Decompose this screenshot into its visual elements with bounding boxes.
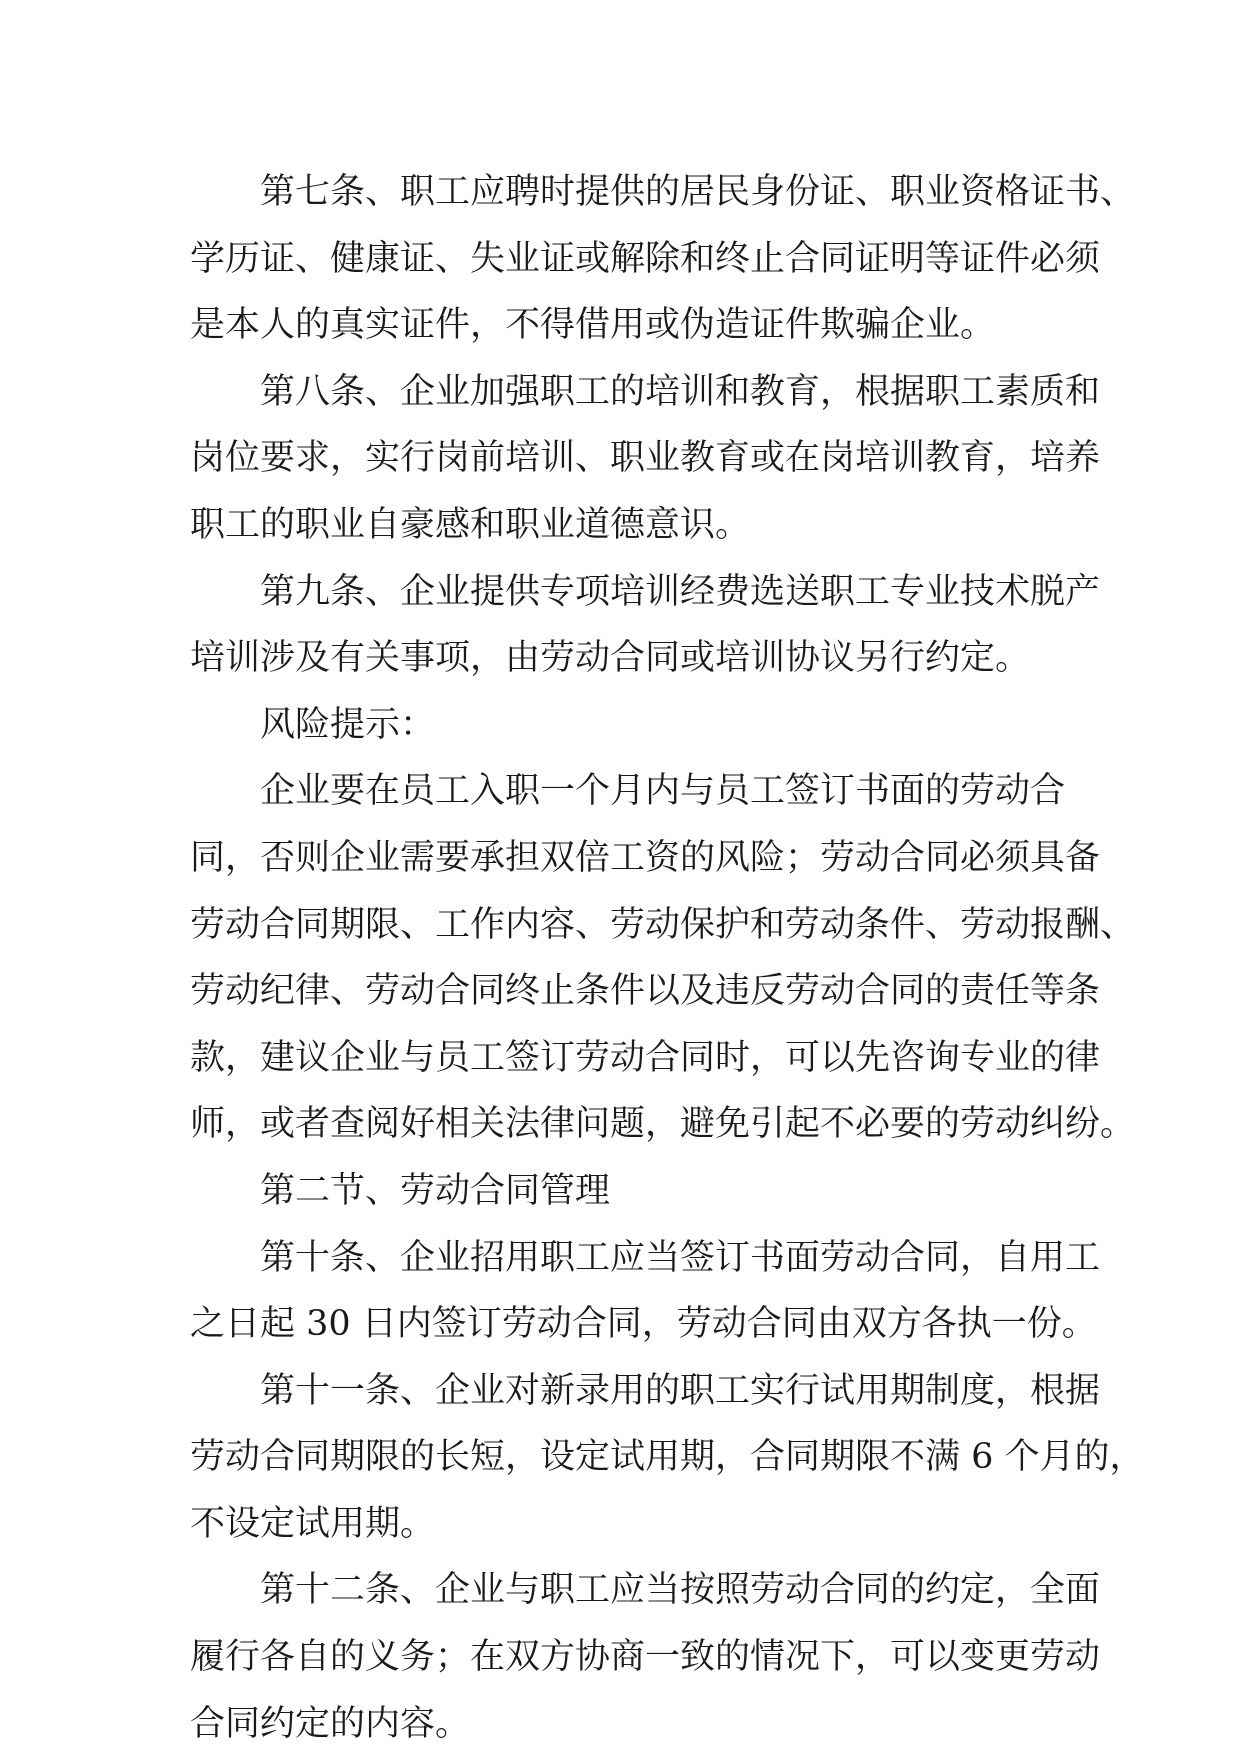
section-label: 风险提示：: [260, 704, 436, 745]
text-line: 职工的职业自豪感和职业道德意识。: [190, 504, 751, 545]
text-line: 第十一条、企业对新录用的职工实行试用期制度，根据: [260, 1370, 1101, 1411]
text-line: 师，或者查阅好相关法律问题，避免引起不必要的劳动纠纷。: [190, 1104, 1136, 1145]
document-page: [190, 159, 1145, 1757]
text-line: 企业要在员工入职一个月内与员工签订书面的劳动合: [260, 771, 1066, 812]
text-line: 合同约定的内容。: [190, 1703, 471, 1744]
text-line: 不设定试用期。: [190, 1503, 436, 1544]
text-line: 之日起 30 日内签订劳动合同，劳动合同由双方各执一份。: [190, 1304, 1097, 1345]
text-line: 款，建议企业与员工签订劳动合同时，可以先咨询专业的律: [190, 1037, 1101, 1078]
text-line: 第十条、企业招用职工应当签订书面劳动合同，自用工: [260, 1237, 1101, 1278]
text-line: 劳动合同期限的长短，设定试用期，合同期限不满 6 个月的，: [190, 1437, 1145, 1478]
text-line: 岗位要求，实行岗前培训、职业教育或在岗培训教育，培养: [190, 438, 1101, 479]
section-heading: 第二节、劳动合同管理: [260, 1170, 611, 1211]
text-line: 培训涉及有关事项，由劳动合同或培训协议另行约定。: [190, 638, 1031, 679]
text-line: 劳动合同期限、工作内容、劳动保护和劳动条件、劳动报酬、: [190, 904, 1136, 945]
text-line: 学历证、健康证、失业证或解除和终止合同证明等证件必须: [190, 238, 1101, 279]
text-line: 第十二条、企业与职工应当按照劳动合同的约定，全面: [260, 1570, 1101, 1611]
text-line: 第七条、职工应聘时提供的居民身份证、职业资格证书、: [260, 172, 1136, 212]
text-line: 第九条、企业提供专项培训经费选送职工专业技术脱产: [260, 571, 1101, 612]
text-line: 劳动纪律、劳动合同终止条件以及违反劳动合同的责任等条: [190, 971, 1101, 1012]
text-line: 同，否则企业需要承担双倍工资的风险；劳动合同必须具备: [190, 837, 1101, 878]
text-line: 履行各自的义务；在双方协商一致的情况下，可以变更劳动: [190, 1637, 1101, 1678]
text-line: 第八条、企业加强职工的培训和教育，根据职工素质和: [260, 371, 1101, 412]
text-line: 是本人的真实证件，不得借用或伪造证件欺骗企业。: [190, 305, 996, 346]
